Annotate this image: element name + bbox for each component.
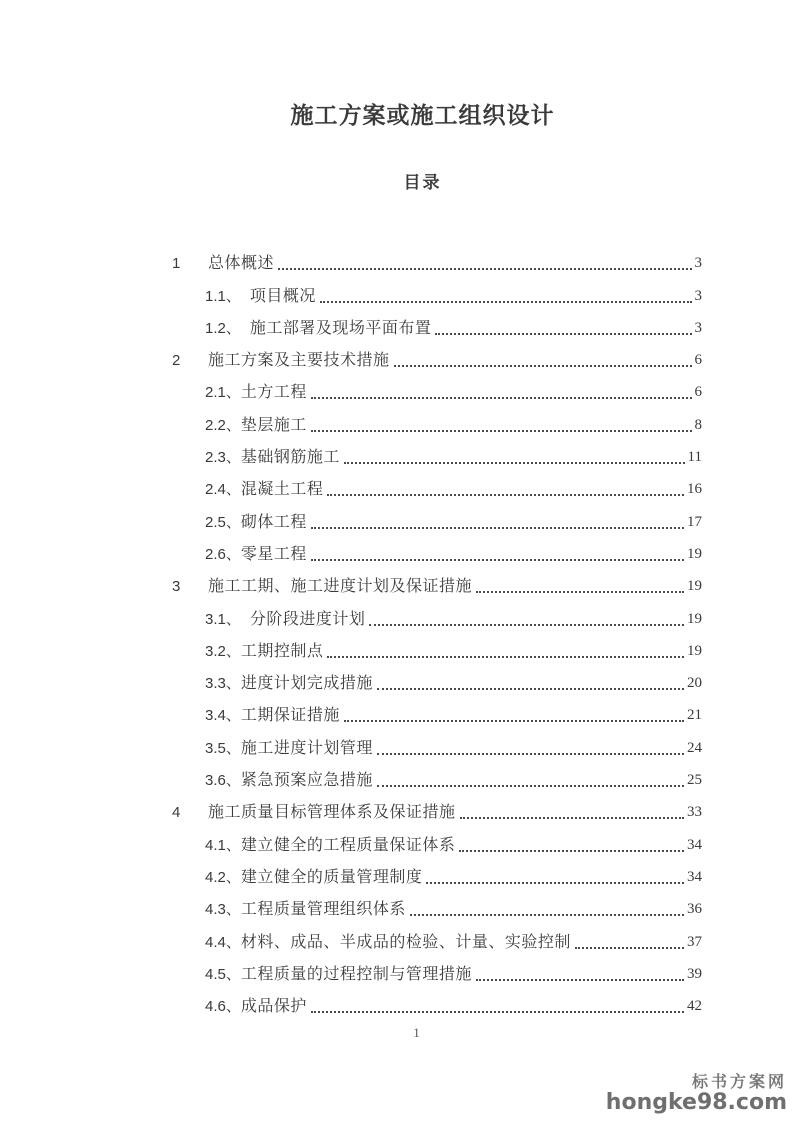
toc-entry-number: 4.6、	[205, 998, 241, 1016]
toc-entry-number: 2.4、	[205, 481, 241, 499]
toc-entry-page-number: 34	[687, 836, 702, 853]
toc-entry-number: 4.2、	[205, 868, 241, 886]
toc-entry-page-number: 19	[687, 610, 702, 627]
dot-leader	[377, 785, 684, 787]
toc-entry-label: 零星工程	[240, 545, 307, 563]
dot-leader	[377, 753, 684, 755]
toc-entry-label: 分阶段进度计划	[249, 610, 366, 628]
dot-leader	[278, 268, 691, 270]
toc-entry-label: 进度计划完成措施	[240, 675, 373, 693]
toc-entry-page-number: 6	[694, 384, 702, 401]
document-title: 施工方案或施工组织设计	[290, 103, 555, 128]
toc-entry	[172, 602, 702, 634]
toc-entry	[172, 344, 702, 376]
toc-entry-label: 总体概述	[208, 255, 275, 273]
dot-leader	[311, 527, 684, 529]
watermark	[606, 1069, 787, 1114]
toc-entry-page-number: 3	[694, 255, 702, 272]
dot-leader	[459, 850, 684, 852]
dot-leader	[311, 430, 692, 432]
dot-leader	[327, 656, 684, 658]
toc-entry	[172, 408, 702, 440]
toc-entry-number: 4	[172, 804, 181, 822]
toc-entry	[172, 279, 702, 311]
toc-entry-number: 1.2、	[205, 319, 241, 337]
table-of-contents	[172, 247, 702, 1022]
toc-entry-number: 2.3、	[205, 449, 241, 467]
watermark-site-url: hongke98.com	[605, 1090, 787, 1115]
toc-entry-label: 基础钢筋施工	[240, 449, 340, 467]
toc-entry-page-number: 19	[687, 545, 702, 562]
toc-entry	[172, 473, 702, 505]
toc-entry-page-number: 16	[687, 481, 702, 498]
toc-entry	[172, 925, 702, 957]
dot-leader	[435, 333, 691, 335]
toc-entry	[172, 893, 702, 925]
toc-entry-page-number: 33	[687, 804, 702, 821]
dot-leader	[369, 624, 684, 626]
toc-entry	[172, 505, 702, 537]
toc-entry	[172, 764, 702, 796]
dot-leader	[311, 559, 684, 561]
dot-leader	[344, 720, 684, 722]
toc-entry-number: 2.6、	[205, 545, 241, 563]
dot-leader	[320, 301, 692, 303]
toc-entry-number: 3.1、	[205, 610, 241, 628]
toc-entry-page-number: 19	[687, 578, 702, 595]
toc-entry-number: 3.4、	[205, 707, 241, 725]
dot-leader	[311, 1011, 684, 1013]
dot-leader	[344, 462, 685, 464]
toc-entry-number: 2.1、	[205, 384, 241, 402]
toc-entry-number: 2	[172, 352, 181, 370]
toc-entry-page-number: 36	[687, 901, 702, 918]
toc-entry-page-number: 24	[687, 739, 702, 756]
toc-entry-label: 工程质量的过程控制与管理措施	[240, 965, 472, 983]
toc-entry	[172, 861, 702, 893]
toc-entry-number: 2.5、	[205, 513, 241, 531]
toc-entry-number: 4.1、	[205, 836, 241, 854]
toc-entry	[172, 731, 702, 763]
toc-entry-page-number: 39	[687, 965, 702, 982]
dot-leader	[426, 882, 684, 884]
toc-entry-number: 4.4、	[205, 933, 241, 951]
toc-entry-number: 3.3、	[205, 675, 241, 693]
toc-entry-page-number: 19	[687, 642, 702, 659]
toc-entry-label: 材料、成品、半成品的检验、计量、实验控制	[240, 933, 571, 951]
watermark-site-name: 标书方案网	[691, 1072, 787, 1091]
toc-entry-label: 施工方案及主要技术措施	[208, 352, 390, 370]
dot-leader	[311, 397, 692, 399]
toc-entry	[172, 699, 702, 731]
toc-entry-page-number: 3	[694, 319, 702, 336]
toc-entry-page-number: 3	[694, 287, 702, 304]
toc-entry-number: 4.3、	[205, 901, 241, 919]
dot-leader	[327, 494, 684, 496]
toc-entry-label: 项目概况	[249, 287, 316, 305]
toc-entry	[172, 796, 702, 828]
toc-entry	[172, 958, 702, 990]
toc-entry-number: 2.2、	[205, 416, 241, 434]
toc-entry-number: 3.5、	[205, 739, 241, 757]
toc-entry	[172, 247, 702, 279]
toc-entry-number: 1.1、	[205, 287, 241, 305]
toc-entry-label: 工期保证措施	[240, 707, 340, 725]
toc-entry-label: 施工部署及现场平面布置	[249, 319, 432, 337]
toc-entry-number: 1	[172, 255, 181, 273]
toc-entry-label: 建立健全的质量管理制度	[240, 868, 423, 886]
dot-leader	[394, 365, 692, 367]
toc-entry-page-number: 37	[687, 933, 702, 950]
toc-entry-label: 砌体工程	[240, 513, 307, 531]
toc-entry-number: 3	[172, 578, 181, 596]
toc-entry	[172, 441, 702, 473]
toc-entry-label: 工程质量管理组织体系	[240, 901, 406, 919]
dot-leader	[410, 914, 684, 916]
toc-entry-label: 土方工程	[240, 384, 307, 402]
toc-entry-label: 施工进度计划管理	[240, 739, 373, 757]
toc-entry-label: 垫层施工	[240, 416, 307, 434]
toc-entry	[172, 376, 702, 408]
toc-entry	[172, 667, 702, 699]
toc-entry-page-number: 42	[687, 998, 702, 1015]
toc-entry-page-number: 34	[687, 868, 702, 885]
toc-entry-label: 工期控制点	[240, 642, 324, 660]
toc-entry-label: 紧急预案应急措施	[240, 772, 373, 790]
toc-entry-page-number: 8	[694, 416, 702, 433]
dot-leader	[377, 688, 684, 690]
toc-entry-page-number: 20	[687, 675, 702, 692]
toc-entry-number: 3.6、	[205, 772, 241, 790]
toc-entry-label: 施工质量目标管理体系及保证措施	[208, 804, 456, 822]
toc-entry	[172, 538, 702, 570]
page-number: 1	[413, 1025, 420, 1040]
toc-entry-label: 施工工期、施工进度计划及保证措施	[208, 578, 473, 596]
dot-leader	[460, 817, 684, 819]
toc-entry	[172, 570, 702, 602]
toc-entry	[172, 312, 702, 344]
dot-leader	[476, 591, 684, 593]
toc-entry-label: 成品保护	[240, 998, 307, 1016]
toc-entry-page-number: 25	[687, 772, 702, 789]
toc-entry-page-number: 17	[687, 513, 702, 530]
toc-entry	[172, 990, 702, 1022]
toc-entry-page-number: 11	[687, 449, 702, 466]
toc-entry-number: 3.2、	[205, 642, 241, 660]
toc-entry-label: 建立健全的工程质量保证体系	[240, 836, 456, 854]
toc-entry-page-number: 21	[687, 707, 702, 724]
toc-entry-number: 4.5、	[205, 965, 241, 983]
dot-leader	[575, 947, 684, 949]
toc-entry-page-number: 6	[694, 352, 702, 369]
toc-entry	[172, 635, 702, 667]
toc-heading: 目录	[403, 173, 442, 192]
toc-entry-label: 混凝土工程	[240, 481, 324, 499]
dot-leader	[476, 979, 684, 981]
toc-entry	[172, 828, 702, 860]
